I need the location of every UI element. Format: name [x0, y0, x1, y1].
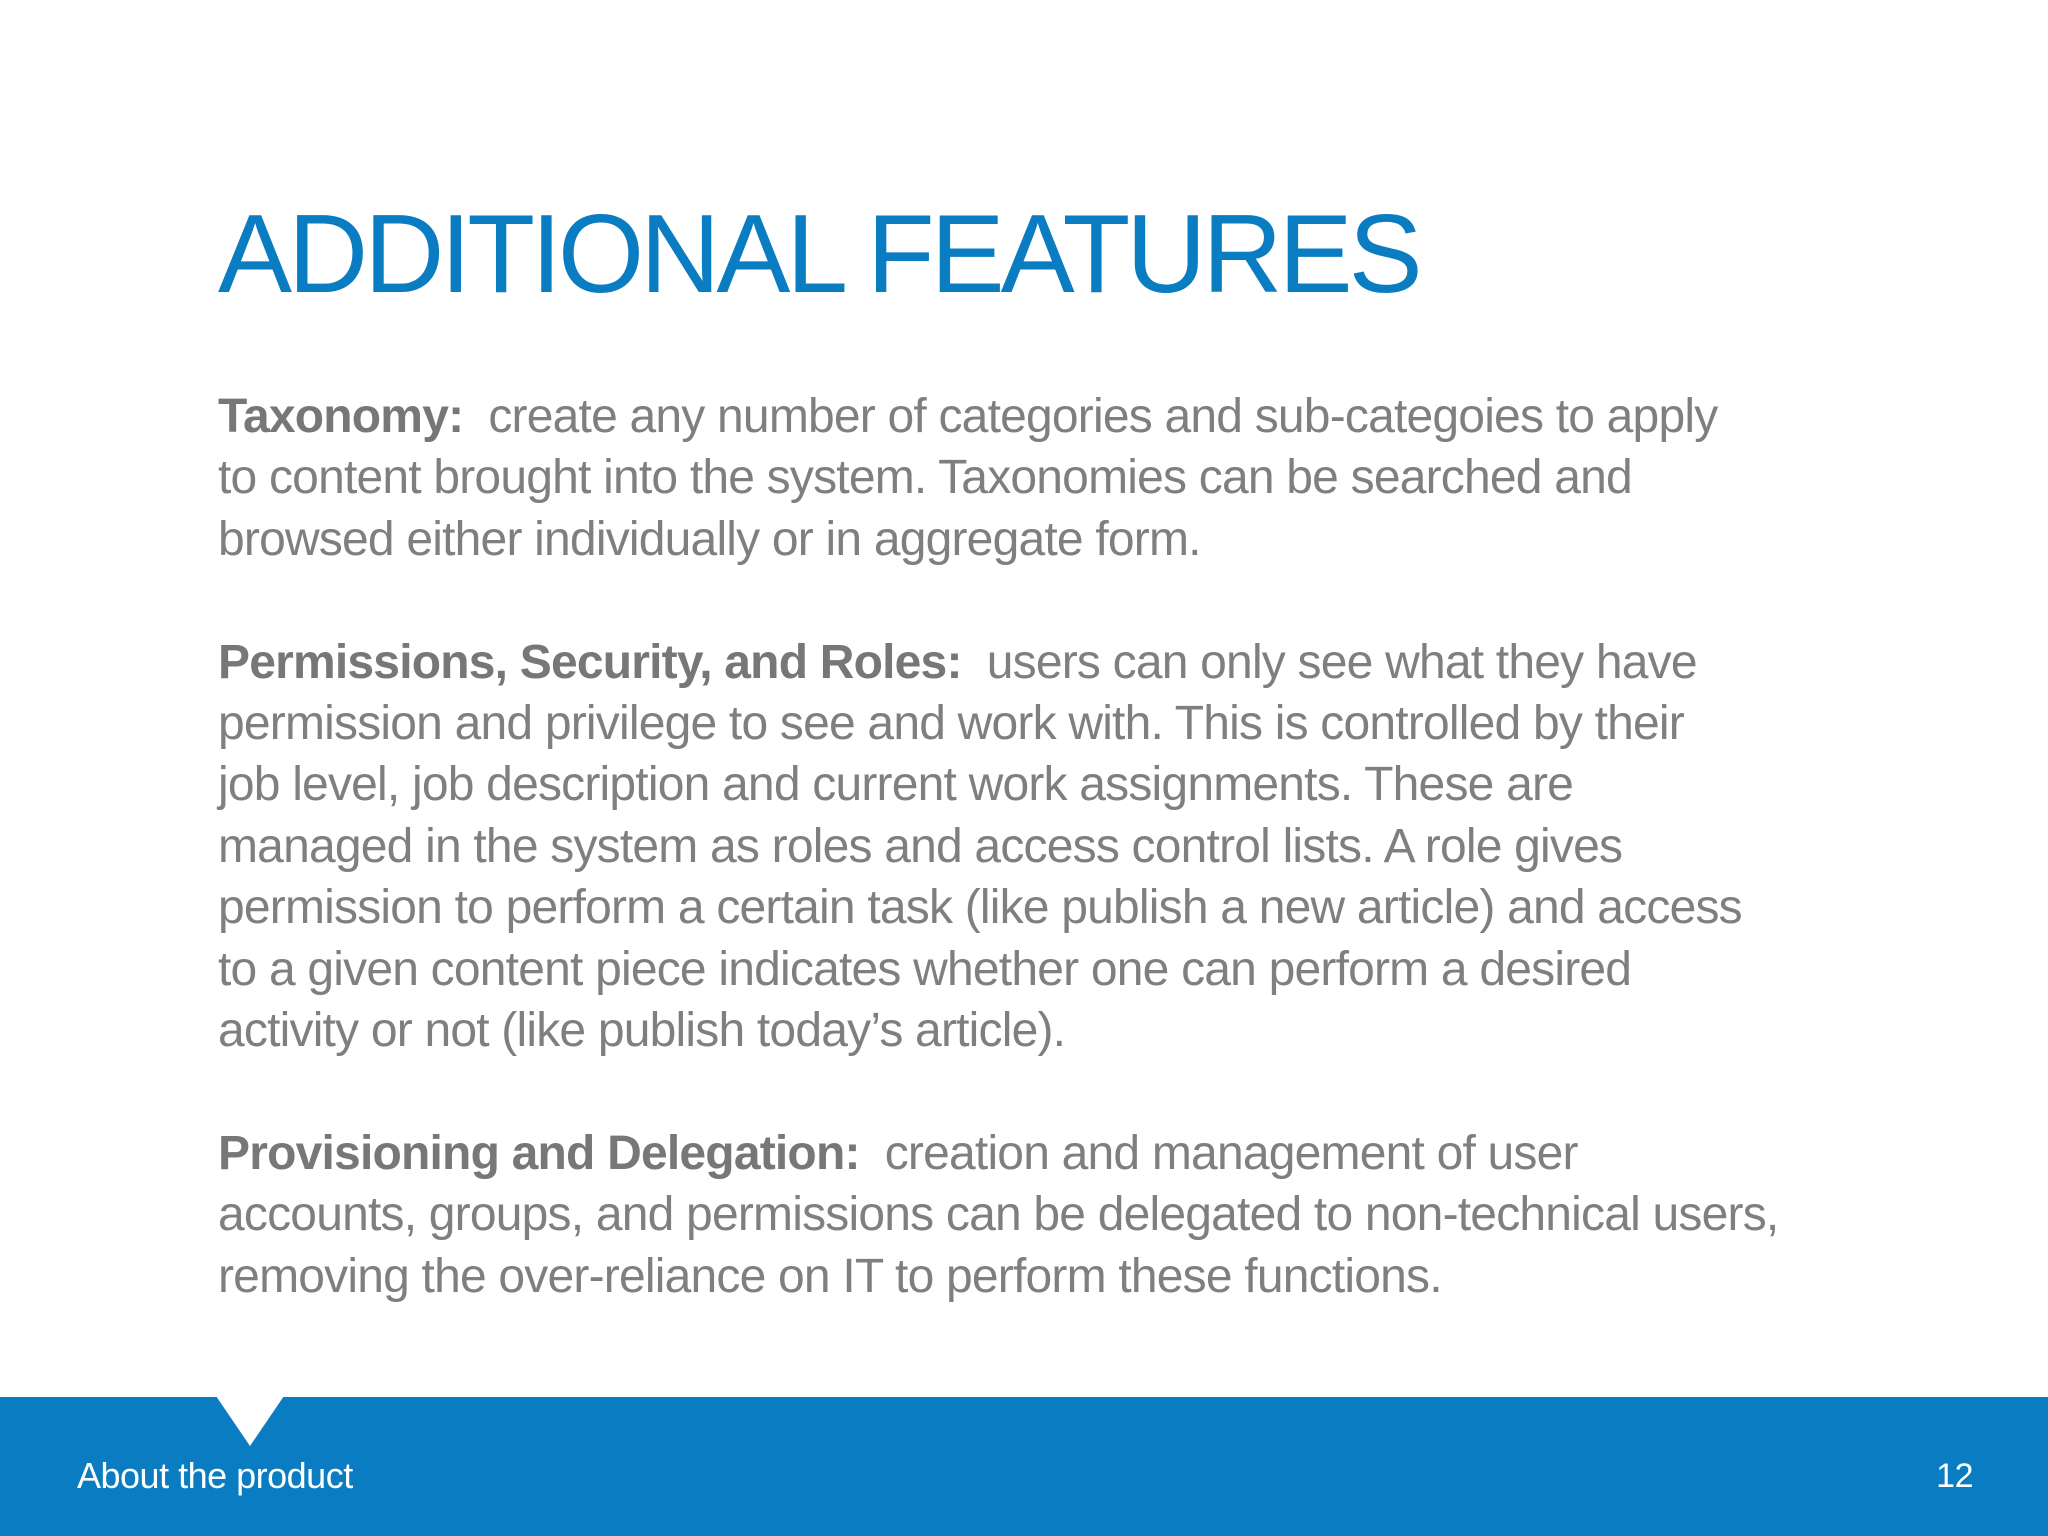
- feature-first-line: [218, 1123, 1878, 1184]
- feature-term: Taxonomy:: [218, 390, 464, 443]
- feature-line: permission and privilege to see and work with. This is controlled by their: [218, 697, 1684, 751]
- feature-first-line: [218, 386, 1878, 447]
- feature-permissions-security-roles: [218, 632, 1878, 1062]
- feature-taxonomy: [218, 386, 1878, 570]
- feature-term: Provisioning and Delegation:: [218, 1126, 860, 1180]
- feature-line-text: create any number of categories and sub-categoies to apply: [488, 390, 1718, 443]
- feature-line: job level, job description and current work assignments. These are: [218, 758, 1574, 812]
- feature-line: to content brought into the system. Taxonomies can be searched and: [218, 451, 1632, 505]
- feature-line: browsed either individually or in aggregate form.: [218, 512, 1201, 566]
- feature-line: accounts, groups, and permissions can be delegated to non-technical users,: [218, 1188, 1779, 1242]
- slide-title: ADDITIONAL FEATURES: [218, 192, 1419, 316]
- feature-line: activity or not (like publish today’s article).: [218, 1004, 1066, 1058]
- feature-line: to a given content piece indicates whether one can perform a desired: [218, 942, 1632, 996]
- footer-section-label: About the product: [77, 1455, 353, 1496]
- page-number: 12: [1936, 1457, 1973, 1495]
- feature-term: Permissions, Security, and Roles:: [218, 635, 962, 689]
- feature-provisioning-delegation: [218, 1123, 1878, 1307]
- feature-line-text: creation and management of user: [884, 1126, 1578, 1180]
- feature-line: permission to perform a certain task (like publish a new article) and access: [218, 881, 1742, 935]
- features-content: [218, 386, 1878, 1307]
- footer-bar: [0, 1397, 2048, 1536]
- feature-first-line: [218, 632, 1878, 693]
- feature-line: managed in the system as roles and access control lists. A role gives: [218, 819, 1623, 873]
- feature-line-text: users can only see what they have: [986, 635, 1697, 689]
- footer-pointer-decoration: [216, 1396, 284, 1446]
- feature-line: removing the over-reliance on IT to perform these functions.: [218, 1249, 1442, 1303]
